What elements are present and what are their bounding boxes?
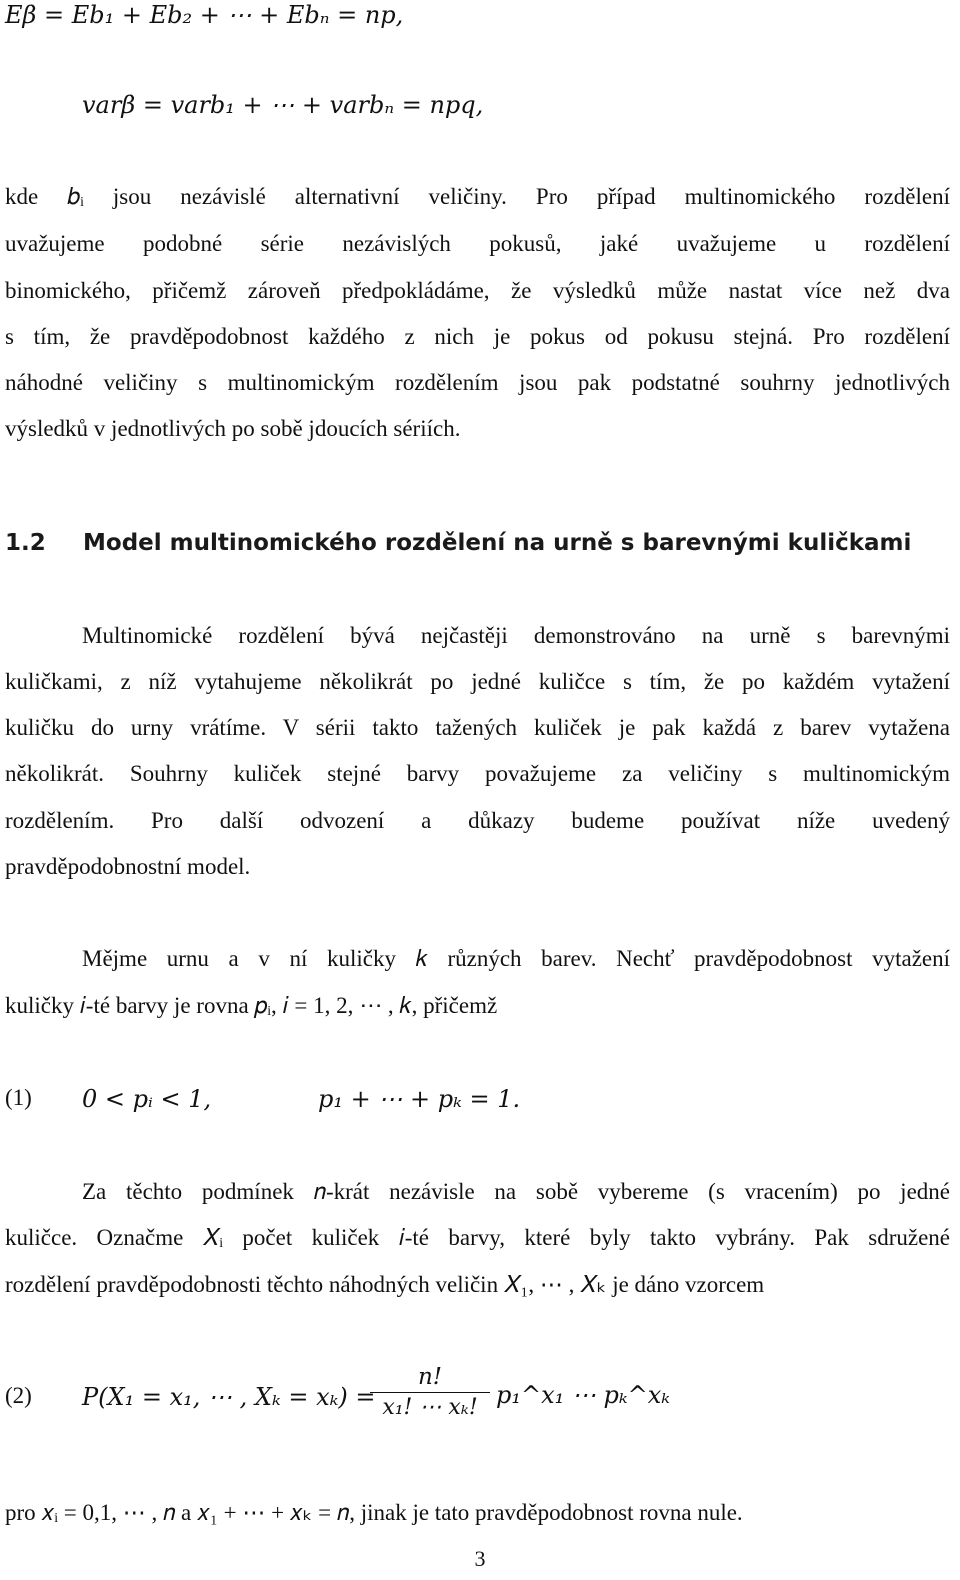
para1-line-6: výsledků v jednotlivých po sobě jdoucích sériích. (5, 416, 461, 441)
equation-2-fraction (370, 1362, 490, 1423)
equation-1-right: 𝑝₁ + ⋯ + 𝑝ₖ = 1. (318, 1085, 521, 1113)
variance-equation: varβ = varb₁ + ⋯ + varbₙ = npq, (82, 91, 484, 119)
para3-line-1: Mějme urnu a v ní kuličky 𝑘 různých barev. Nechť pravděpodobnost vytažení (82, 946, 950, 971)
para2-line-4: několikrát. Souhrny kuliček stejné barvy považujeme za veličiny s multinomickým (5, 761, 950, 786)
para2-line-1: Multinomické rozdělení bývá nejčastěji demonstrováno na urně s barevnými (82, 623, 950, 648)
para1-line-1: kde 𝑏ᵢ jsou nezávislé alternativní veličiny. Pro případ multinomického rozdělení (5, 184, 950, 209)
para1-line-5: náhodné veličiny s multinomickým rozdělením jsou pak podstatné souhrny jednotlivých (5, 370, 950, 395)
fraction-denominator: 𝑥₁! ⋯ 𝑥ₖ! (370, 1392, 490, 1423)
equation-2-number: (2) (5, 1383, 32, 1408)
para3-line-2: kuličky 𝑖-té barvy je rovna 𝑝ᵢ, 𝑖 = 1, 2, ⋯ , 𝑘, přičemž (5, 993, 498, 1018)
para2-line-2: kuličkami, z níž vytahujeme několikrát po jedné kuličce s tím, že po každém vytažení (5, 669, 950, 694)
equation-2-rhs: 𝑝₁^𝑥₁ ⋯ 𝑝ₖ^𝑥ₖ (496, 1381, 671, 1409)
equation-2-lhs: P(𝑋₁ = 𝑥₁, ⋯ , 𝑋ₖ = 𝑥ₖ) = (82, 1383, 376, 1411)
para1-line-4: s tím, že pravděpodobnost každého z nich je pokus od pokusu stejná. Pro rozdělení (5, 324, 950, 349)
para4-line-3: rozdělení pravděpodobnosti těchto náhodných veličin 𝑋₁, ⋯ , 𝑋ₖ je dáno vzorcem (5, 1272, 765, 1297)
section-heading (5, 530, 911, 556)
para1-line-3: binomického, přičemž zároveň předpokládáme, že výsledků může nastat více než dva (5, 278, 950, 303)
para4-line-1: Za těchto podmínek 𝑛-krát nezávisle na sobě vybereme (s vracením) po jedné (82, 1179, 950, 1204)
para1-line-2: uvažujeme podobné série nezávislých pokusů, jaké uvažujeme u rozdělení (5, 231, 950, 256)
para2-line-6: pravděpodobnostní model. (5, 854, 251, 879)
equation-1-left: 0 < 𝑝ᵢ < 1, (82, 1085, 212, 1113)
para2-line-5: rozdělením. Pro další odvození a důkazy budeme používat níže uvedený (5, 808, 950, 833)
fraction-numerator: 𝑛! (417, 1364, 443, 1390)
section-number: 1.2 (5, 530, 46, 556)
expectation-equation: Eβ = Eb₁ + Eb₂ + ⋯ + Ebₙ = np, (5, 1, 404, 29)
section-title: Model multinomického rozdělení na urně s barevnými kuličkami (83, 530, 912, 556)
page-number: 3 (474, 1546, 486, 1571)
para2-line-3: kuličku do urny vrátíme. V sérii takto tažených kuliček je pak každá z barev vytažena (5, 715, 950, 740)
para4-line-2: kuličce. Označme 𝑋ᵢ počet kuliček 𝑖-té barvy, které byly takto vybrány. Pak sdružené (5, 1225, 950, 1250)
final-line: pro 𝑥ᵢ = 0,1, ⋯ , 𝑛 a 𝑥₁ + ⋯ + 𝑥ₖ = 𝑛, jinak je tato pravděpodobnost rovna nule. (5, 1500, 743, 1525)
equation-1-number: (1) (5, 1085, 32, 1110)
